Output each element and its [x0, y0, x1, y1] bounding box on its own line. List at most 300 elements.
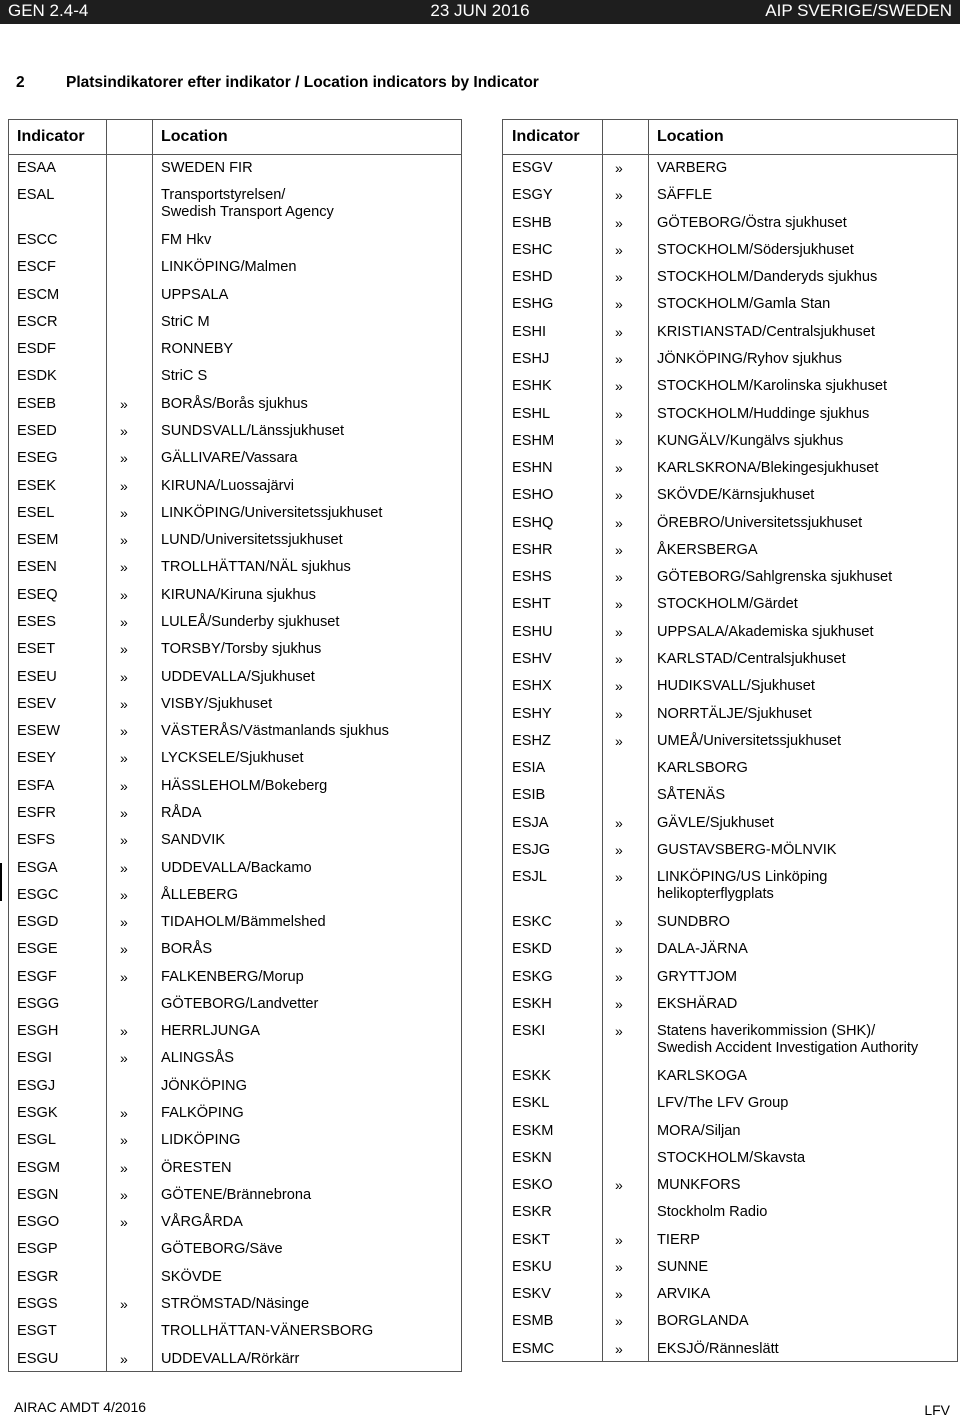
row-location: STOCKHOLM/Danderyds sjukhus — [657, 269, 878, 286]
left-table — [8, 119, 462, 1372]
table-row — [503, 1023, 957, 1068]
row-indicator: ESKH — [512, 995, 552, 1012]
table-row — [9, 1160, 461, 1187]
row-location: VÄSTERÅS/Västmanlands sjukhus — [161, 723, 389, 740]
row-marker: » — [615, 732, 623, 749]
row-marker: » — [615, 623, 623, 640]
row-indicator: ESGU — [17, 1350, 59, 1367]
row-indicator: ESHR — [512, 541, 553, 558]
row-location: GÖTEBORG/Säve — [161, 1241, 283, 1258]
row-indicator: ESCF — [17, 259, 56, 276]
row-indicator: ESFR — [17, 804, 56, 821]
row-location: Transportstyrelsen/ Swedish Transport Agency — [161, 187, 334, 221]
row-indicator: ESCM — [17, 286, 60, 303]
table-row — [9, 941, 461, 968]
footer-publisher: LFV — [924, 1402, 950, 1418]
row-indicator: ESHC — [512, 241, 553, 258]
row-indicator: ESKG — [512, 968, 553, 985]
table-row — [9, 1351, 461, 1378]
row-marker: » — [615, 941, 623, 958]
row-location: NORRTÄLJE/Sjukhuset — [657, 705, 812, 722]
row-indicator: ESEM — [17, 532, 59, 549]
row-location: ALINGSÅS — [161, 1050, 234, 1067]
row-marker: » — [615, 869, 623, 886]
row-marker: » — [120, 1350, 128, 1367]
row-location: SUNDBRO — [657, 914, 730, 931]
table-header — [503, 120, 957, 155]
row-indicator: ESKN — [512, 1149, 552, 1166]
row-marker: » — [615, 1313, 623, 1330]
row-location: Stockholm Radio — [657, 1204, 768, 1221]
row-indicator: ESED — [17, 423, 57, 440]
table-row — [9, 259, 461, 286]
row-location: KIRUNA/Luossajärvi — [161, 477, 295, 494]
row-marker: » — [120, 832, 128, 849]
row-marker: » — [120, 532, 128, 549]
table-row — [9, 1105, 461, 1132]
row-location: DALA-JÄRNA — [657, 941, 748, 958]
row-indicator: ESIA — [512, 760, 546, 777]
table-row — [9, 505, 461, 532]
row-location: StriC M — [161, 313, 210, 330]
table-row — [9, 860, 461, 887]
row-indicator: ESGF — [17, 968, 57, 985]
row-indicator: ESKO — [512, 1177, 553, 1194]
row-marker: » — [615, 1340, 623, 1357]
row-location: UMEÅ/Universitetssjukhuset — [657, 732, 842, 749]
row-marker: » — [120, 1295, 128, 1312]
column-header-indicator: Indicator — [512, 128, 580, 145]
row-marker: » — [120, 777, 128, 794]
table-row — [503, 1095, 957, 1122]
row-location: VARBERG — [657, 160, 728, 176]
row-location: LINKÖPING/Malmen — [161, 259, 297, 276]
row-location: ARVIKA — [657, 1286, 711, 1303]
row-indicator: ESKD — [512, 941, 552, 958]
row-indicator: ESEG — [17, 450, 58, 467]
row-indicator: ESGE — [17, 941, 58, 958]
row-marker: » — [615, 214, 623, 231]
row-location: LINKÖPING/US Linköping helikopterflygplats — [657, 869, 828, 903]
row-marker: » — [120, 395, 128, 412]
row-marker: » — [615, 1023, 623, 1040]
table-row — [9, 614, 461, 641]
row-indicator: ESET — [17, 641, 56, 658]
row-indicator: ESES — [17, 613, 56, 630]
row-indicator: ESIB — [512, 787, 546, 804]
row-indicator: ESKK — [512, 1067, 551, 1084]
row-location: HERRLJUNGA — [161, 1023, 260, 1040]
table-row — [9, 696, 461, 723]
table-row — [503, 1177, 957, 1204]
row-location: STOCKHOLM/Huddinge sjukhus — [657, 405, 870, 422]
row-location: SANDVIK — [161, 832, 226, 849]
row-location: LFV/The LFV Group — [657, 1095, 789, 1112]
table-row — [503, 1259, 957, 1286]
row-marker: » — [615, 569, 623, 586]
row-marker: » — [615, 323, 623, 340]
table-row — [503, 733, 957, 760]
column-header-location: Location — [161, 128, 228, 145]
table-row — [9, 559, 461, 586]
table-row — [9, 723, 461, 750]
row-location: SWEDEN FIR — [161, 160, 253, 176]
row-marker: » — [615, 350, 623, 367]
table-row — [503, 1286, 957, 1313]
table-row — [503, 624, 957, 651]
row-indicator: ESEN — [17, 559, 57, 576]
row-indicator: ESKR — [512, 1204, 552, 1221]
header-publication: AIP SVERIGE/SWEDEN — [765, 1, 952, 20]
row-location: GÖTEBORG/Sahlgrenska sjukhuset — [657, 569, 893, 586]
right-table — [502, 119, 958, 1362]
row-indicator: ESKC — [512, 914, 552, 931]
table-row — [9, 914, 461, 941]
row-location: KARLSBORG — [657, 760, 748, 777]
row-indicator: ESJG — [512, 842, 551, 858]
row-marker: » — [615, 541, 623, 558]
row-location: ÖREBRO/Universitetssjukhuset — [657, 514, 863, 531]
row-location: GÖTEBORG/Landvetter — [161, 995, 319, 1012]
row-indicator: ESHB — [512, 214, 552, 231]
table-row — [503, 460, 957, 487]
row-location: KIRUNA/Kiruna sjukhus — [161, 586, 316, 603]
row-marker: » — [120, 559, 128, 576]
table-row — [9, 187, 461, 232]
row-marker: » — [615, 678, 623, 695]
row-indicator: ESDK — [17, 368, 57, 385]
table-row — [9, 1241, 461, 1268]
row-indicator: ESEK — [17, 477, 56, 494]
row-location: LYCKSELE/Sjukhuset — [161, 750, 304, 767]
row-marker: » — [615, 596, 623, 613]
row-indicator: ESHT — [512, 596, 551, 613]
table-row — [503, 542, 957, 569]
row-marker: » — [120, 504, 128, 521]
table-row — [9, 532, 461, 559]
row-location: UPPSALA — [161, 286, 229, 303]
row-marker: » — [120, 668, 128, 685]
row-indicator: ESEL — [17, 504, 55, 521]
row-indicator: ESHV — [512, 651, 552, 668]
row-location: MUNKFORS — [657, 1177, 741, 1194]
row-indicator: ESHO — [512, 487, 554, 504]
row-marker: » — [615, 269, 623, 286]
table-row — [9, 805, 461, 832]
row-marker: » — [120, 1050, 128, 1067]
row-location: GÄVLE/Sjukhuset — [657, 814, 774, 831]
row-location: TROLLHÄTTAN-VÄNERSBORG — [161, 1323, 374, 1340]
table-row — [503, 1068, 957, 1095]
row-location: BORGLANDA — [657, 1313, 749, 1330]
table-row — [503, 269, 957, 296]
row-location: BORÅS/Borås sjukhus — [161, 395, 308, 412]
row-indicator: ESHI — [512, 323, 547, 340]
column-header-indicator: Indicator — [17, 128, 85, 145]
row-indicator: ESGT — [17, 1323, 57, 1340]
row-indicator: ESGH — [17, 1023, 59, 1040]
column-header-location: Location — [657, 128, 724, 145]
amendment-bar — [0, 863, 2, 901]
table-row — [9, 1078, 461, 1105]
row-marker: » — [615, 705, 623, 722]
table-row — [9, 969, 461, 996]
row-marker: » — [615, 814, 623, 831]
row-indicator: ESMB — [512, 1313, 554, 1330]
row-marker: » — [120, 723, 128, 740]
row-marker: » — [120, 477, 128, 494]
row-marker: » — [120, 1159, 128, 1176]
row-location: SUNNE — [657, 1258, 709, 1275]
table-row — [9, 450, 461, 477]
row-indicator: ESEY — [17, 750, 56, 767]
table-row — [503, 996, 957, 1023]
table-row — [9, 669, 461, 696]
table-row — [9, 341, 461, 368]
row-location: ÅKERSBERGA — [657, 541, 758, 558]
row-indicator: ESGL — [17, 1132, 56, 1149]
row-marker: » — [615, 378, 623, 395]
table-row — [503, 760, 957, 787]
row-marker: » — [120, 1132, 128, 1149]
table-row — [503, 515, 957, 542]
table-row — [9, 750, 461, 777]
row-indicator: ESHL — [512, 405, 551, 422]
table-row — [503, 596, 957, 623]
row-indicator: ESGR — [17, 1268, 59, 1285]
row-marker: » — [120, 1186, 128, 1203]
table-row — [9, 641, 461, 668]
table-row — [503, 296, 957, 323]
row-location: STOCKHOLM/Gamla Stan — [657, 296, 831, 313]
row-location: GRYTTJOM — [657, 968, 737, 985]
row-marker: » — [120, 423, 128, 440]
table-row — [9, 1050, 461, 1077]
row-marker: » — [120, 886, 128, 903]
row-marker: » — [120, 586, 128, 603]
table-row — [9, 1323, 461, 1350]
table-row — [503, 969, 957, 996]
row-location: FALKENBERG/Morup — [161, 968, 304, 985]
row-location: LINKÖPING/Universitetssjukhuset — [161, 504, 383, 521]
row-indicator: ESMC — [512, 1340, 555, 1357]
row-marker: » — [615, 296, 623, 313]
row-location: EKSHÄRAD — [657, 995, 738, 1012]
row-marker: » — [120, 695, 128, 712]
row-indicator: ESGV — [512, 160, 553, 176]
row-indicator: ESFS — [17, 832, 56, 849]
page-header — [0, 0, 960, 24]
row-marker: » — [120, 450, 128, 467]
table-row — [503, 651, 957, 678]
row-indicator: ESGO — [17, 1214, 60, 1231]
row-indicator: ESEQ — [17, 586, 58, 603]
row-indicator: ESCR — [17, 313, 58, 330]
row-indicator: ESEB — [17, 395, 56, 412]
row-marker: » — [615, 432, 623, 449]
table-row — [9, 396, 461, 423]
table-row — [9, 232, 461, 259]
row-location: KRISTIANSTAD/Centralsjukhuset — [657, 323, 875, 340]
row-location: StriC S — [161, 368, 208, 385]
table-row — [503, 351, 957, 378]
row-location: TIDAHOLM/Bämmelshed — [161, 914, 326, 931]
table-row — [503, 941, 957, 968]
row-indicator: ESGA — [17, 859, 58, 876]
table-row — [503, 1232, 957, 1259]
row-location: JÖNKÖPING/Ryhov sjukhus — [657, 350, 842, 367]
table-row — [503, 914, 957, 941]
row-location: GÖTEBORG/Östra sjukhuset — [657, 214, 847, 231]
table-row — [9, 160, 461, 187]
table-row — [503, 842, 957, 869]
row-location: ÅLLEBERG — [161, 886, 239, 903]
row-marker: » — [615, 651, 623, 668]
table-row — [9, 1296, 461, 1323]
row-indicator: ESHK — [512, 378, 552, 395]
row-location: SÅTENÄS — [657, 787, 726, 804]
row-marker: » — [615, 1177, 623, 1194]
row-location: Statens haverikommission (SHK)/ Swedish Accident Investigation Authority — [657, 1023, 919, 1057]
row-indicator: ESJA — [512, 814, 549, 831]
row-location: STOCKHOLM/Skavsta — [657, 1149, 806, 1166]
row-marker: » — [615, 968, 623, 985]
row-location: GUSTAVSBERG-MÖLNVIK — [657, 842, 837, 858]
row-location: GÖTENE/Brännebrona — [161, 1186, 312, 1203]
row-indicator: ESHM — [512, 432, 555, 449]
row-indicator: ESKI — [512, 1023, 546, 1040]
row-location: SKÖVDE — [161, 1268, 222, 1285]
row-location: FALKÖPING — [161, 1105, 244, 1122]
table-row — [9, 1214, 461, 1241]
row-location: STOCKHOLM/Södersjukhuset — [657, 241, 854, 258]
row-indicator: ESGI — [17, 1050, 52, 1067]
row-location: RONNEBY — [161, 341, 234, 358]
row-location: JÖNKÖPING — [161, 1077, 247, 1094]
row-indicator: ESGM — [17, 1159, 60, 1176]
table-row — [503, 1123, 957, 1150]
row-indicator: ESGY — [512, 187, 553, 204]
table-row — [503, 160, 957, 187]
row-location: MORA/Siljan — [657, 1122, 741, 1139]
row-location: SUNDSVALL/Länssjukhuset — [161, 423, 345, 440]
row-indicator: ESKM — [512, 1122, 554, 1139]
table-row — [503, 1341, 957, 1368]
row-location: RÅDA — [161, 804, 202, 821]
row-indicator: ESKV — [512, 1286, 551, 1303]
row-marker: » — [615, 1231, 623, 1248]
table-row — [9, 478, 461, 505]
row-marker: » — [615, 1258, 623, 1275]
row-marker: » — [120, 859, 128, 876]
footer-amendment: AIRAC AMDT 4/2016 — [14, 1399, 147, 1415]
row-indicator: ESDF — [17, 341, 56, 358]
row-marker: » — [120, 941, 128, 958]
table-row — [503, 487, 957, 514]
row-location: TORSBY/Torsby sjukhus — [161, 641, 322, 658]
table-header — [9, 120, 461, 155]
table-row — [9, 778, 461, 805]
table-row — [503, 1204, 957, 1231]
row-location: KUNGÄLV/Kungälvs sjukhus — [657, 432, 844, 449]
row-indicator: ESHU — [512, 623, 553, 640]
row-location: BORÅS — [161, 941, 213, 958]
row-indicator: ESGG — [17, 995, 60, 1012]
row-location: HUDIKSVALL/Sjukhuset — [657, 678, 815, 695]
row-marker: » — [120, 613, 128, 630]
row-indicator: ESCC — [17, 232, 58, 249]
table-row — [503, 324, 957, 351]
table-row — [503, 433, 957, 460]
row-location: GÄLLIVARE/Vassara — [161, 450, 298, 467]
table-row — [9, 1187, 461, 1214]
row-indicator: ESGS — [17, 1295, 58, 1312]
row-indicator: ESHY — [512, 705, 552, 722]
row-location: UDDEVALLA/Sjukhuset — [161, 668, 315, 685]
row-indicator: ESHX — [512, 678, 552, 695]
row-marker: » — [615, 487, 623, 504]
section-number: 2 — [16, 74, 25, 91]
row-indicator: ESGP — [17, 1241, 58, 1258]
row-indicator: ESHQ — [512, 514, 554, 531]
row-location: KARLSKRONA/Blekingesjukhuset — [657, 460, 879, 477]
row-location: UPPSALA/Akademiska sjukhuset — [657, 623, 874, 640]
table-row — [503, 869, 957, 914]
row-location: SKÖVDE/Kärnsjukhuset — [657, 487, 815, 504]
row-indicator: ESEV — [17, 695, 56, 712]
row-marker: » — [615, 160, 623, 176]
row-location: VISBY/Sjukhuset — [161, 695, 273, 712]
row-indicator: ESAA — [17, 160, 56, 176]
row-marker: » — [120, 968, 128, 985]
row-indicator: ESEW — [17, 723, 60, 740]
table-row — [9, 587, 461, 614]
table-row — [503, 242, 957, 269]
table-row — [9, 368, 461, 395]
row-marker: » — [120, 1214, 128, 1231]
row-marker: » — [615, 914, 623, 931]
row-location: KARLSTAD/Centralsjukhuset — [657, 651, 846, 668]
row-indicator: ESGJ — [17, 1077, 56, 1094]
row-indicator: ESFA — [17, 777, 55, 794]
row-indicator: ESAL — [17, 187, 55, 204]
row-location: LUND/Universitetssjukhuset — [161, 532, 343, 549]
row-location: STRÖMSTAD/Näsinge — [161, 1295, 310, 1312]
row-location: UDDEVALLA/Backamo — [161, 859, 312, 876]
row-indicator: ESGD — [17, 914, 59, 931]
table-row — [503, 706, 957, 733]
row-indicator: ESHZ — [512, 732, 551, 749]
table-row — [503, 815, 957, 842]
row-marker: » — [615, 842, 623, 858]
row-indicator: ESKU — [512, 1258, 552, 1275]
row-indicator: ESGC — [17, 886, 59, 903]
row-indicator: ESHD — [512, 269, 553, 286]
row-indicator: ESGN — [17, 1186, 59, 1203]
row-indicator: ESEU — [17, 668, 57, 685]
table-row — [503, 678, 957, 705]
table-row — [9, 314, 461, 341]
row-marker: » — [615, 1286, 623, 1303]
table-row — [503, 569, 957, 596]
row-location: ÖRESTEN — [161, 1159, 232, 1176]
section-title — [16, 74, 539, 92]
row-marker: » — [120, 641, 128, 658]
row-location: KARLSKOGA — [657, 1067, 748, 1084]
row-marker: » — [120, 914, 128, 931]
row-indicator: ESHG — [512, 296, 554, 313]
table-row — [503, 1313, 957, 1340]
